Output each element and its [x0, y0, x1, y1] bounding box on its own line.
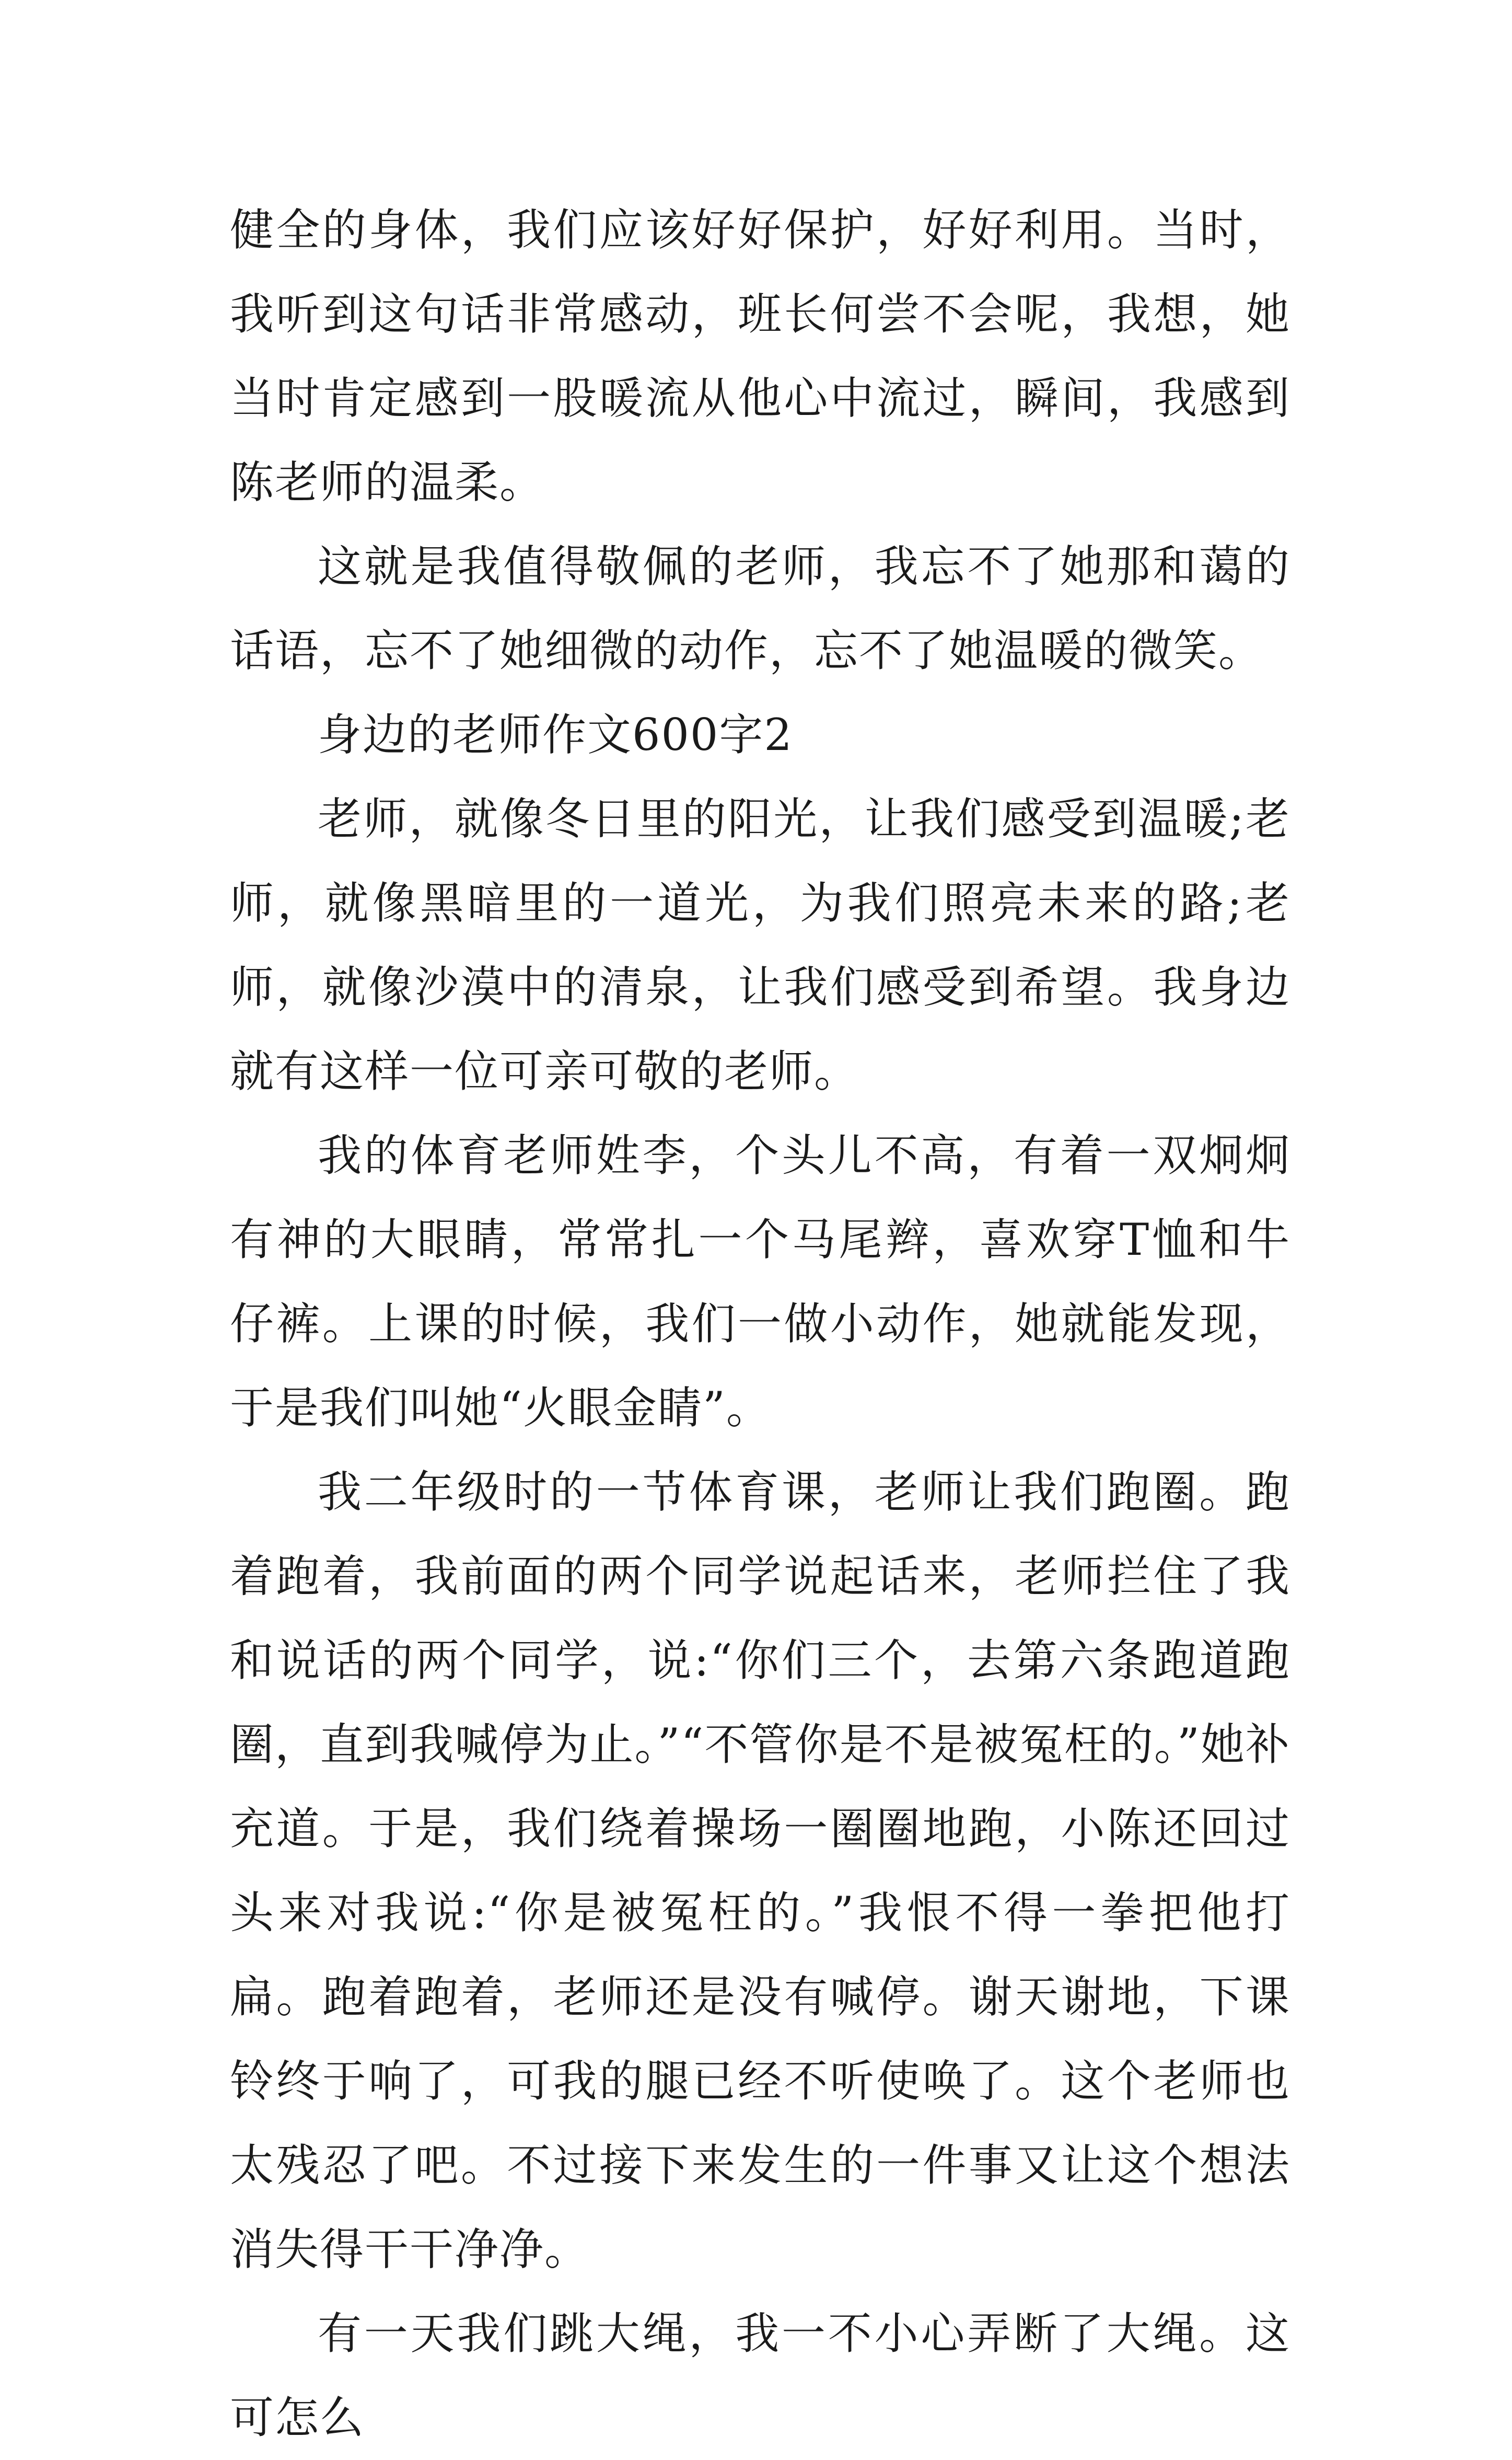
paragraph: 我二年级时的一节体育课，老师让我们跑圈。跑着跑着，我前面的两个同学说起话来，老师拦住了我和说话的两个同学，说:“你们三个，去第六条跑道跑圈，直到我喊停为止。”“不管你是不是被冤枉的。”她补充道。于是，我们绕着操场一圈圈地跑，小陈还回过头来对我说:“你是被冤枉的。”我恨不得一拳把他打扁。跑着跑着，老师还是没有喊停。谢天谢地，下课铃终于响了，可我的腿已经不听使唤了。这个老师也太残忍了吧。不过接下来发生的一件事又让这个想法消失得干干净净。 — [230, 1466, 1290, 2275]
paragraph: 这就是我值得敬佩的老师，我忘不了她那和蔼的话语，忘不了她细微的动作，忘不了她温暖的微笑。 — [230, 541, 1290, 676]
paragraph: 我的体育老师姓李，个头儿不高，有着一双炯炯有神的大眼睛，常常扎一个马尾辫，喜欢穿T恤和牛仔裤。上课的时候，我们一做小动作，她就能发现，于是我们叫她“火眼金睛”。 — [230, 1130, 1290, 1434]
paragraph-continuation: 健全的身体，我们应该好好保护，好好利用。当时，我听到这句话非常感动，班长何尝不会呢，我想，她当时肯定感到一股暖流从他心中流过，瞬间，我感到陈老师的温柔。 — [230, 204, 1290, 508]
section-heading: 身边的老师作文600字2 — [318, 709, 793, 760]
paragraph: 有一天我们跳大绳，我一不小心弄断了大绳。这可怎么 — [230, 2308, 1290, 2443]
article-body — [230, 188, 1290, 2460]
paragraph: 老师，就像冬日里的阳光，让我们感受到温暖;老师，就像黑暗里的一道光，为我们照亮未来的路;老师，就像沙漠中的清泉，让我们感受到希望。我身边就有这样一位可亲可敬的老师。 — [230, 793, 1290, 1097]
